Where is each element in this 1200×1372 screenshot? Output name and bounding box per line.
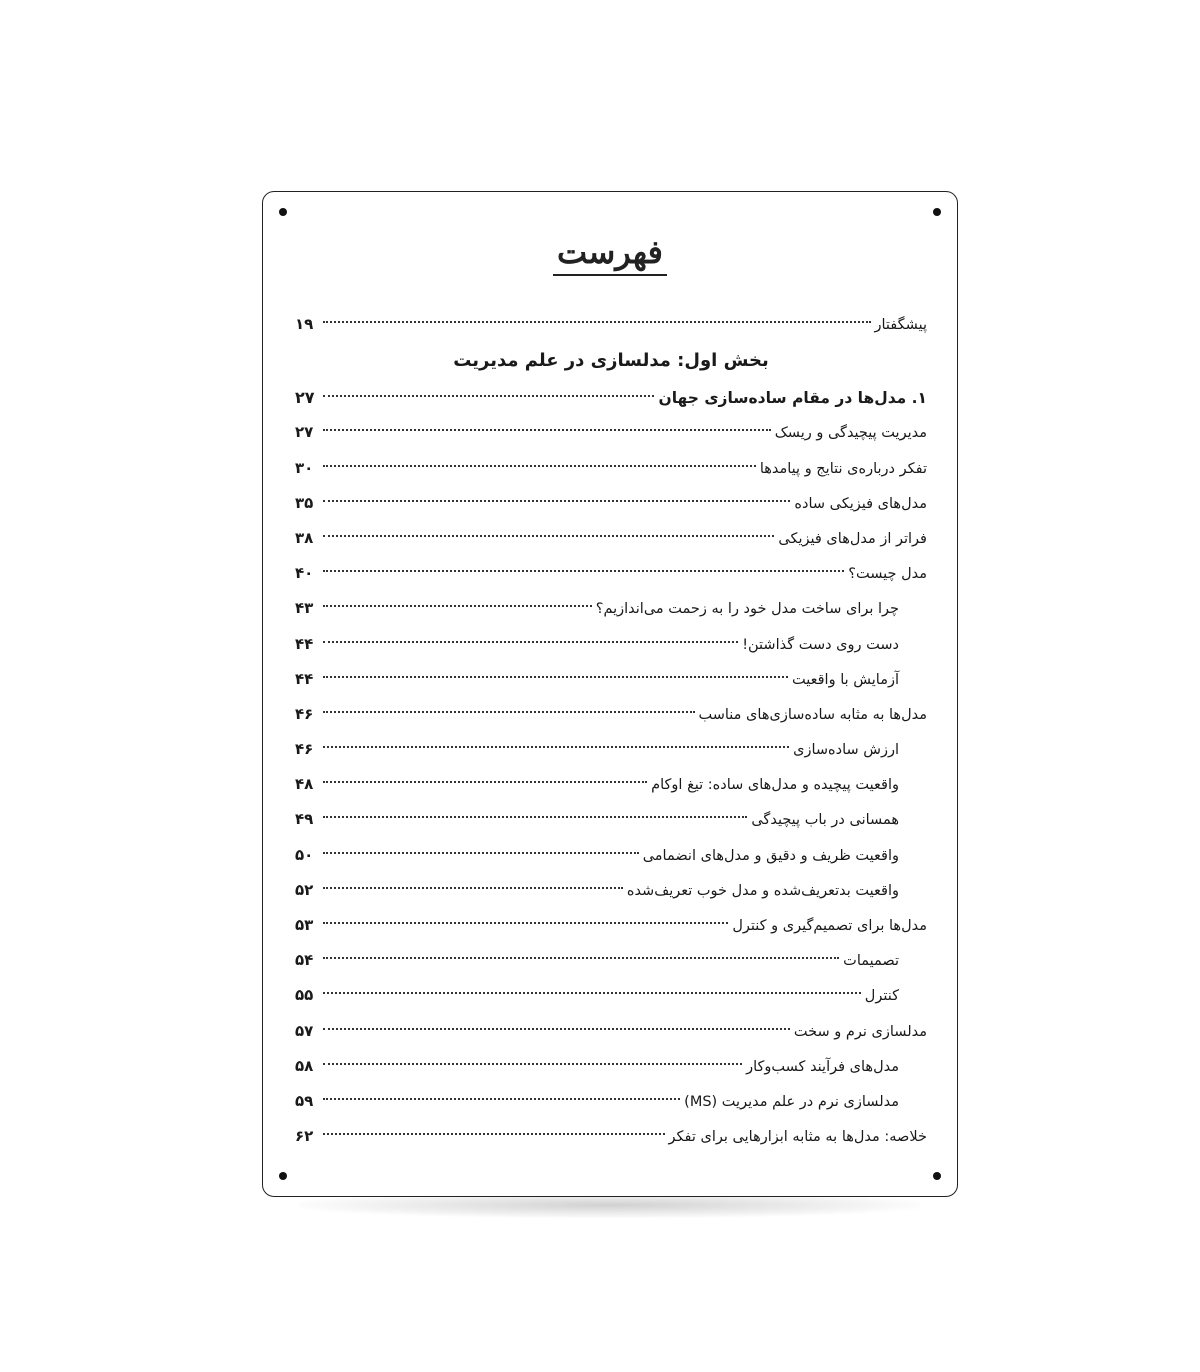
toc-page <box>262 191 958 1197</box>
toc-entry-label: چرا برای ساخت مدل خود را به زحمت می‌اندازیم؟ <box>595 601 899 618</box>
toc-entry-label: مدلسازی نرم در علم مدیریت (MS) <box>684 1093 899 1110</box>
leader-dots <box>323 525 774 537</box>
toc-entry-page: ۳۰ <box>295 458 314 477</box>
toc-entry-page: ۴۴ <box>295 634 314 653</box>
toc-chapter-entry <box>295 380 927 415</box>
toc-entry <box>295 521 927 556</box>
toc-entry-label: ارزش ساده‌سازی <box>793 742 899 759</box>
toc-entry <box>295 1119 927 1154</box>
toc-entry <box>295 451 927 486</box>
leader-dots <box>323 595 592 607</box>
toc-entry <box>295 1014 927 1049</box>
toc-entry <box>295 697 927 732</box>
toc-entry-label: فراتر از مدل‌های فیزیکی <box>778 530 927 547</box>
leader-dots <box>323 736 789 748</box>
leader-dots <box>323 947 839 959</box>
toc-entry-page: ۴۸ <box>295 775 314 794</box>
leader-dots <box>323 311 871 323</box>
toc-entry-page: ۵۸ <box>295 1056 314 1075</box>
corner-dot-icon <box>279 208 287 216</box>
toc-entry <box>295 556 927 591</box>
part-heading: بخش اول: مدلسازی در علم مدیریت <box>453 350 769 372</box>
page-title: فهرست <box>553 232 667 276</box>
toc-entry-page: ۳۸ <box>295 528 314 547</box>
toc-entry-page: ۵۰ <box>295 845 314 864</box>
toc-entry <box>295 908 927 943</box>
toc-entry-page: ۴۰ <box>295 564 314 583</box>
toc-entry-label: واقعیت پیچیده و مدل‌های ساده: تیغ اوکام <box>651 777 899 794</box>
table-of-contents <box>295 307 927 1154</box>
toc-entry-page: ۵۴ <box>295 951 314 970</box>
leader-dots <box>323 385 654 397</box>
toc-entry <box>295 627 927 662</box>
page-title-wrap <box>263 232 957 276</box>
toc-entry-label: مدل‌های فرآیند کسب‌وکار <box>746 1058 899 1075</box>
leader-dots <box>323 631 738 643</box>
toc-entry-label: همسانی در باب پیچیدگی <box>751 812 899 829</box>
leader-dots <box>323 912 728 924</box>
toc-entry-page: ۴۶ <box>295 704 314 723</box>
toc-entry-label: مدل‌ها برای تصمیم‌گیری و کنترل <box>732 918 927 934</box>
toc-entry-page: ۴۶ <box>295 740 314 759</box>
toc-entry <box>295 978 927 1013</box>
toc-entry-page: ۲۷ <box>295 388 315 408</box>
leader-dots <box>323 1018 790 1030</box>
toc-entry <box>295 838 927 873</box>
leader-dots <box>323 982 861 994</box>
toc-entry-page: ۵۳ <box>295 916 314 934</box>
toc-entry-page: ۴۳ <box>295 599 314 618</box>
toc-entry-page: ۱۹ <box>295 315 314 333</box>
toc-entry <box>295 732 927 767</box>
toc-entry <box>295 307 927 342</box>
toc-entry-label: پیشگفتار <box>874 317 927 333</box>
toc-entry <box>295 873 927 908</box>
corner-dot-icon <box>933 208 941 216</box>
toc-entry-label: مدل‌های فیزیکی ساده <box>794 495 927 512</box>
leader-dots <box>323 771 647 783</box>
toc-entry-page: ۵۹ <box>295 1091 314 1110</box>
toc-list <box>295 380 927 1154</box>
leader-dots <box>323 1123 665 1135</box>
toc-entry-label: مدل‌ها به مثابه ساده‌سازی‌های مناسب <box>698 706 927 723</box>
toc-entry-label: دست روی دست گذاشتن! <box>742 636 899 653</box>
corner-dot-icon <box>933 1172 941 1180</box>
toc-entry-label: ۱. مدل‌ها در مقام ساده‌سازی جهان <box>658 389 927 408</box>
leader-dots <box>323 1088 680 1100</box>
toc-entry-page: ۶۲ <box>295 1127 314 1146</box>
toc-entry <box>295 486 927 521</box>
leader-dots <box>323 1053 742 1065</box>
leader-dots <box>323 877 623 889</box>
toc-entry-label: واقعیت ظریف و دقیق و مدل‌های انضمامی <box>642 847 899 864</box>
toc-entry <box>295 802 927 837</box>
toc-entry <box>295 1084 927 1119</box>
toc-entry-label: تصمیمات <box>843 953 899 970</box>
leader-dots <box>323 490 790 502</box>
toc-entry-page: ۵۷ <box>295 1021 314 1040</box>
toc-entry-page: ۳۵ <box>295 493 314 512</box>
toc-entry-label: مدل چیست؟ <box>848 566 927 583</box>
leader-dots <box>323 560 844 572</box>
toc-entry <box>295 415 927 450</box>
leader-dots <box>323 419 771 431</box>
toc-entry-label: کنترل <box>864 988 899 1005</box>
toc-entry-label: مدلسازی نرم و سخت <box>793 1023 927 1040</box>
leader-dots <box>323 701 695 713</box>
leader-dots <box>323 842 639 854</box>
toc-entry-page: ۵۲ <box>295 880 314 899</box>
toc-entry <box>295 662 927 697</box>
leader-dots <box>323 806 747 818</box>
toc-entry <box>295 767 927 802</box>
leader-dots <box>323 666 788 678</box>
toc-entry-page: ۵۵ <box>295 986 314 1005</box>
toc-entry-label: تفکر درباره‌ی نتایج و پیامدها <box>759 460 927 477</box>
toc-entry <box>295 591 927 626</box>
toc-entry-page: ۴۴ <box>295 669 314 688</box>
toc-entry <box>295 1049 927 1084</box>
toc-entry-page: ۲۷ <box>295 423 314 442</box>
toc-entry-label: خلاصه: مدل‌ها به مثابه ابزارهایی برای تفکر <box>668 1129 927 1146</box>
toc-entry-label: واقعیت بدتعریف‌شده و مدل خوب تعریف‌شده <box>626 882 899 899</box>
toc-entry-label: مدیریت پیچیدگی و ریسک <box>774 425 927 442</box>
corner-dot-icon <box>279 1172 287 1180</box>
toc-entry-label: آزمایش با واقعیت <box>792 671 899 688</box>
leader-dots <box>323 455 756 467</box>
toc-entry-page: ۴۹ <box>295 810 314 829</box>
toc-entry <box>295 943 927 978</box>
